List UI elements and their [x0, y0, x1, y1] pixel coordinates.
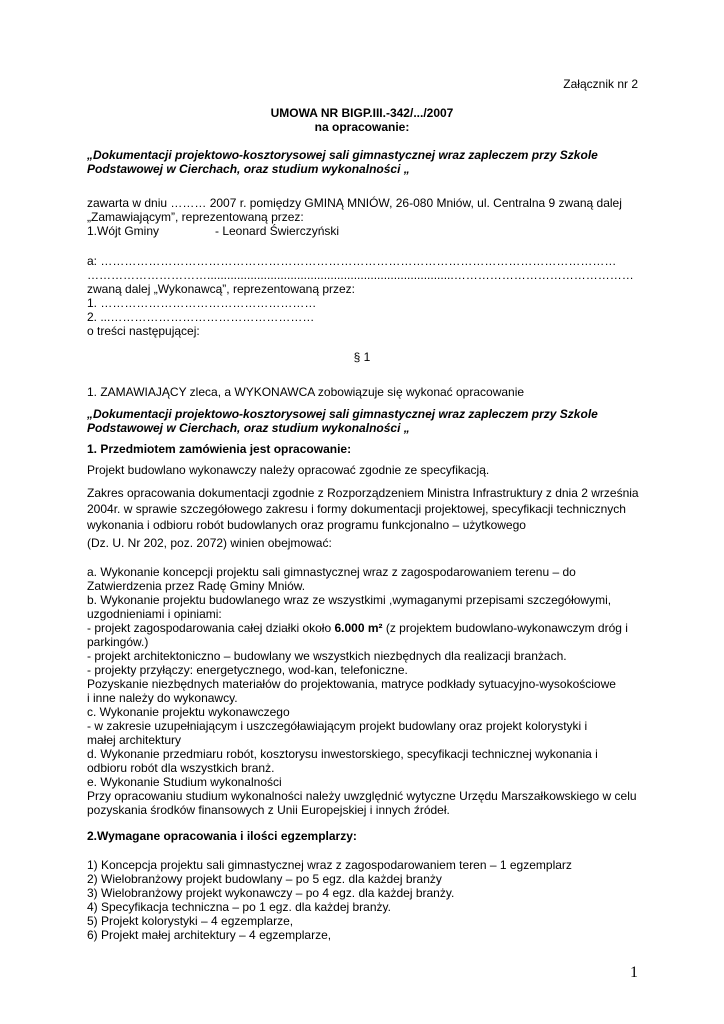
subject-line-2: Podstawowej w Cierchach, oraz studium wykonalności „ [87, 162, 410, 176]
intro-line-2: „Zamawiającym”, reprezentowaną przez: [87, 210, 304, 224]
contract-subtitle: na opracowanie: [314, 120, 410, 134]
paragraph-2-line-4: (Dz. U. Nr 202, poz. 2072) winien obejmować: [87, 536, 332, 550]
list-b-line-5: i inne należy do wykonawcy. [87, 691, 238, 705]
list-b-line-12: Przy opracowaniu studium wykonalności należy uwzględnić wytyczne Urzędu Marszałkowskiego w celu [87, 789, 637, 803]
list-a-line-2: Zatwierdzenia przez Radę Gminy Mniów. [87, 579, 306, 593]
area-post: (z projektem budowlano-wykonawczym dróg i [382, 621, 628, 635]
req-item-3: 3) Wielobranżowy projekt wykonawczy – po 4 egz. dla każdej branży. [87, 886, 455, 900]
list-b-line-11: e. Wykonanie Studium wykonalności [87, 775, 282, 789]
list-b-line-13: pozyskania środków finansowych z Unii Europejskiej i innych źródeł. [87, 803, 450, 817]
s1-line: 1. ZAMAWIAJĄCY zleca, a WYKONAWCA zobowiązuje się wykonać opracowanie [87, 385, 525, 399]
list-a-line-3: b. Wykonanie projektu budowlanego wraz ze wszystkimi ,wymaganymi przepisami szczegółowymi, [87, 593, 612, 607]
req-item-2: 2) Wielobranżowy projekt budowlany – po 5 egz. dla każdej branży [87, 872, 442, 886]
heading-2: 2.Wymagane opracowania i ilości egzemplarzy: [87, 829, 357, 843]
contractor-line-5: 2. ...…………………………………………… [87, 310, 315, 324]
list-a-line-4: uzgodnieniami i opiniami: [87, 607, 222, 621]
representative-role: 1.Wójt Gminy [87, 224, 160, 238]
paragraph-2-line-1: Zakres opracowania dokumentacji zgodnie z Rozporządzeniem Ministra Infrastruktury z dnia 2 września [87, 486, 639, 500]
req-item-4: 4) Specyfikacja techniczna – po 1 egz. dla każdej branży. [87, 900, 391, 914]
s1-subject-line-2: Podstawowej w Cierchach, oraz studium wykonalności „ [87, 421, 410, 435]
list-b-line-9: d. Wykonanie przedmiaru robót, kosztorysu inwestorskiego, specyfikacji technicznej wykonania i [87, 747, 598, 761]
intro-line-1: zawarta w dniu ……… 2007 r. pomiędzy GMINĄ MNIÓW, 26-080 Mniów, ul. Centralna 9 zwaną dalej [87, 196, 622, 210]
list-b-line-8: małej architektury [87, 733, 182, 747]
paragraph-2-line-2: 2004r. w sprawie szczegółowego zakresu i formy dokumentacji projektowej, specyfikacji technicznych [87, 502, 626, 516]
area-value: 6.000 m² [334, 621, 383, 635]
list-b-line-10: odbioru robót dla wszystkich branż. [87, 761, 275, 775]
list-b-line-2: - projekt architektoniczno – budowlany we wszystkich niezbędnych dla realizacji branżach. [87, 649, 567, 663]
contractor-line-2: …………………………..........................................................................……………………………………… [87, 268, 634, 282]
representative-name: - Leonard Świerczyński [215, 224, 340, 238]
contractor-line-6: o treści następującej: [87, 324, 200, 338]
paragraph-1: Projekt budowlano wykonawczy należy opracować zgodnie ze specyfikacją. [87, 463, 490, 477]
list-a-line-1: a. Wykonanie koncepcji projektu sali gimnastycznej wraz z zagospodarowaniem terenu – do [87, 565, 576, 579]
list-b-line-1: parkingów.) [87, 635, 149, 649]
heading-1: 1. Przedmiotem zamówienia jest opracowanie: [87, 442, 352, 456]
contractor-line-1: a: ………………………………………………………………………………………………………………… [87, 254, 617, 268]
area-line [87, 621, 628, 635]
subject-line-1: „Dokumentacji projektowo-kosztorysowej sali gimnastycznej wraz zapleczem przy Szkole [87, 148, 598, 162]
contractor-line-3: zwaną dalej „Wykonawcą”, reprezentowaną przez: [87, 282, 356, 296]
representative-line [87, 224, 339, 238]
req-item-6: 6) Projekt małej architektury – 4 egzemplarze, [87, 928, 332, 942]
list-b-line-6: c. Wykonanie projektu wykonawczego [87, 705, 290, 719]
list-b-line-3: - projekty przyłączy: energetycznego, wod-kan, telefoniczne. [87, 663, 408, 677]
attachment-label: Załącznik nr 2 [563, 77, 638, 91]
req-item-5: 5) Projekt kolorystyki – 4 egzemplarze, [87, 914, 294, 928]
list-b-line-7: - w zakresie uzupełniającym i uszczegóławiającym projekt budowlany oraz projekt kolorystyki i [87, 719, 588, 733]
req-item-1: 1) Koncepcja projektu sali gimnastycznej wraz z zagospodarowaniem teren – 1 egzemplarz [87, 858, 572, 872]
contractor-line-4: 1. ……………………………………………… [87, 296, 317, 310]
paragraph-2-line-3: wykonania i odbioru robót budowlanych oraz programu funkcjonalno – użytkowego [87, 518, 526, 532]
section-sign: § 1 [353, 350, 371, 364]
s1-subject-line-1: „Dokumentacji projektowo-kosztorysowej sali gimnastycznej wraz zapleczem przy Szkole [87, 407, 598, 421]
page-number: 1 [630, 964, 638, 981]
contract-title: UMOWA NR BIGP.III.-342/.../2007 [270, 106, 454, 120]
area-pre: - projekt zagospodarowania całej działki około [87, 621, 335, 635]
list-b-line-4: Pozyskanie niezbędnych materiałów do projektowania, matryce podkłady sytuacyjno-wysokościowe [87, 677, 616, 691]
